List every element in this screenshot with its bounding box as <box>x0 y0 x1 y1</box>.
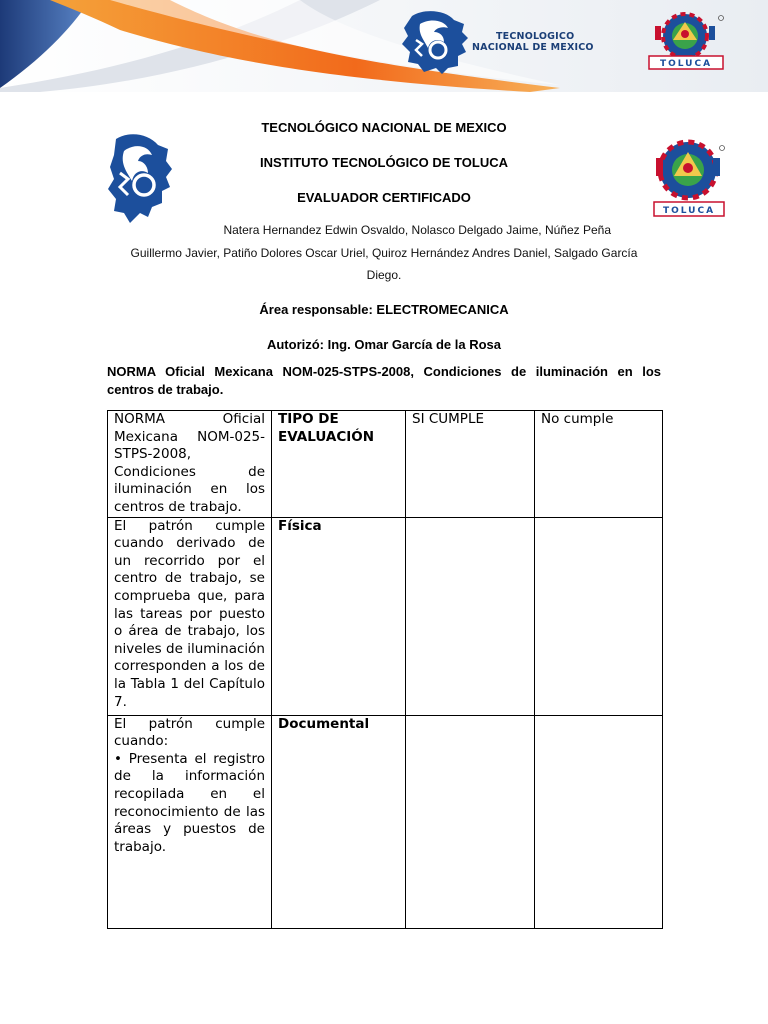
table-header-row <box>108 411 663 518</box>
header-cell-tipo: TIPO DE EVALUACIÓN <box>272 411 406 518</box>
tecnm-logo-left <box>108 133 172 225</box>
banner-logo-line1: TECNOLOGICO <box>496 31 575 42</box>
tecnm-eagle-logo <box>402 10 468 74</box>
norma-title: NORMA Oficial Mexicana NOM-025-STPS-2008, Condiciones de iluminación en los centros de trabajo. <box>107 364 661 397</box>
institution-heading: TECNOLÓGICO NACIONAL DE MEXICO <box>261 120 507 135</box>
banner-logo-line2: NACIONAL DE MEXICO <box>472 42 594 53</box>
authors-line-3: Diego. <box>366 268 402 282</box>
toluca-badge-text-banner: TOLUCA <box>659 59 713 69</box>
role-heading: EVALUADOR CERTIFICADO <box>297 190 471 205</box>
requirement-intro: El patrón cumple cuando: <box>114 715 265 750</box>
requirement-cell <box>108 715 272 928</box>
evaluation-table <box>107 410 663 929</box>
header-banner <box>0 0 768 92</box>
toluca-badge-text-right: TOLUCA <box>662 206 716 216</box>
authors-line-1: Natera Hernandez Edwin Osvaldo, Nolasco Delgado Jaime, Núñez Peña <box>223 223 611 237</box>
autorizo-heading: Autorizó: Ing. Omar García de la Rosa <box>266 337 502 352</box>
tipo-cell: Física <box>272 517 406 715</box>
si-cumple-cell[interactable] <box>406 517 535 715</box>
header-cell-norma: NORMA Oficial Mexicana NOM-025-STPS-2008, Condiciones de iluminación en los centros de trabajo. <box>108 411 272 518</box>
tipo-cell: Documental <box>272 715 406 928</box>
header-cell-no-cumple: No cumple <box>535 411 663 518</box>
no-cumple-cell[interactable] <box>535 517 663 715</box>
banner-tnm-wordmark <box>472 31 602 53</box>
requirement-bullet: • Presenta el registro de la información recopilada en el reconocimiento de las áreas y puestos de trabajo. <box>114 750 265 855</box>
authors-block <box>0 219 768 287</box>
requirement-cell: El patrón cumple cuando derivado de un recorrido por el centro de trabajo, se comprueba que, para las tareas por puesto o área de trabajo, los niveles de iluminación corresponden a los de la Tabla 1 del Capítulo 7. <box>108 517 272 715</box>
institute-heading: INSTITUTO TECNOLÓGICO DE TOLUCA <box>260 155 508 170</box>
toluca-logo-right <box>652 138 728 218</box>
authors-line-2: Guillermo Javier, Patiño Dolores Oscar Uriel, Quiroz Hernández Andres Daniel, Salgado García <box>130 245 638 260</box>
si-cumple-cell[interactable] <box>406 715 535 928</box>
no-cumple-cell[interactable] <box>535 715 663 928</box>
header-cell-si-cumple: SI CUMPLE <box>406 411 535 518</box>
toluca-logo-banner <box>645 12 727 72</box>
table-row <box>108 517 663 715</box>
table-row <box>108 715 663 928</box>
area-heading: Área responsable: ELECTROMECANICA <box>259 302 509 317</box>
